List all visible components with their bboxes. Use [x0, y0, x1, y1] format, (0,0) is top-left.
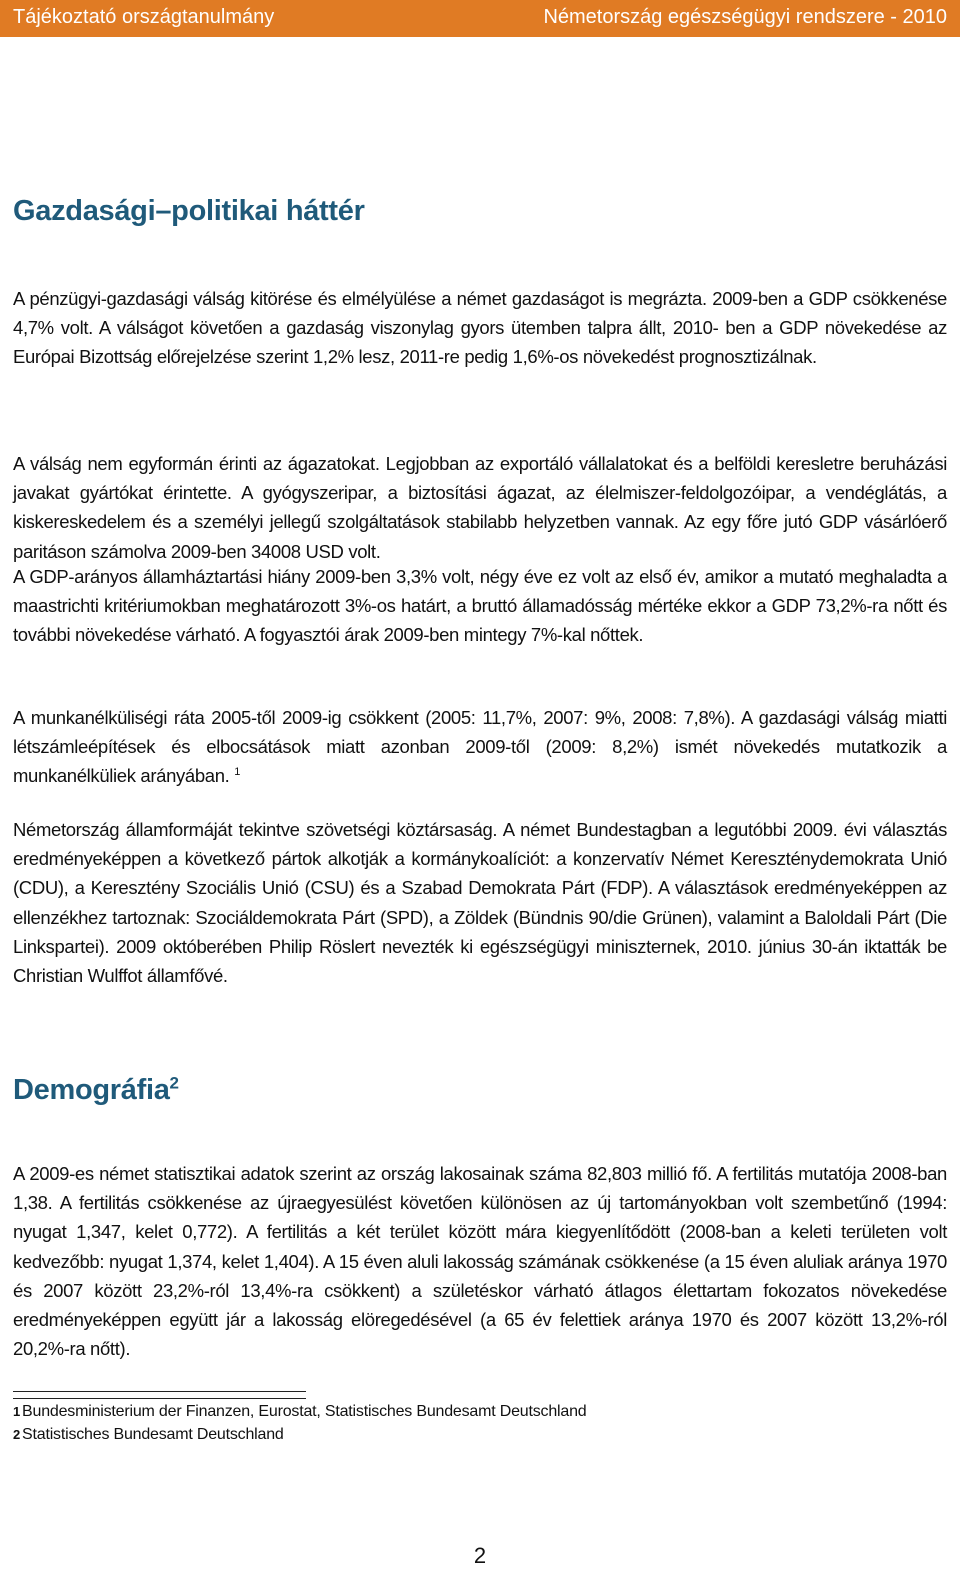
footnote-separator [13, 1391, 306, 1392]
paragraph-unemployment-text: A munkanélküliségi ráta 2005-től 2009-ig csökkent (2005: 11,7%, 2007: 9%, 2008: 7,8%). A gazdasági válság miatti létszámleépítések és elbocsátások miatt azonban 2009-től (2009: 8,2%) ismét növekedés mutatkozik a munkanélküliek arányában. [13, 707, 947, 787]
footnote-separator-lower [13, 1398, 306, 1399]
footnote-2 [13, 1425, 284, 1445]
paragraph-demography: A 2009-es német statisztikai adatok szerint az ország lakosainak száma 82,803 millió fő. A fertilitás mutatója 2008-ban 1,38. A fertilitás csökkenése az újraegyesülést követően különösen az új tartományokban volt szembetűnő (1994: nyugat 1,347, kelet 0,772). A fertilitás a két terület között mára kiegyenlítődött (2008-ban a keleti területen volt kedvezőbb: nyugat 1,374, kelet 1,404). A 15 éven aluli lakosság számának csökkenése (a 15 éven aluliak aránya 1970 és 2007 között 23,2%-ról 13,4%-ra csökkent) a születéskor várható átlagos élettartam fokozatos növekedése eredményeképpen együtt jár a lakosság elöregedésével (a 65 év felettiek aránya 1970 és 2007 között 13,2%-ról 20,2%-ra nőtt). [13, 1163, 947, 1360]
paragraph-political-system: Németország államformáját tekintve szövetségi köztársaság. A német Bundestagban a legutóbbi 2009. évi választás eredményeképpen a következő pártok alkotják a kormánykoalíciót: a konzervatív Német Kereszténydemokrata Unió (CDU), a Keresztény Szociális Unió (CSU) és a Szabad Demokrata Párt (FDP). A választások eredményeképpen az ellenzékhez tartoznak: Szociáldemokrata Párt (SPD), a Zöldek (Bündnis 90/die Grünen), valamint a Baloldali Párt (Die Linkspartei). 2009 októberében Philip Röslert nevezték ki egészségügyi miniszternek, 2010. június 30-án iktatták be Christian Wulffot államfővé. [13, 819, 947, 987]
footnote-1 [13, 1402, 586, 1422]
footnote-1-number: 1 [13, 1404, 21, 1419]
footnote-2-text: Statistisches Bundesamt Deutschland [22, 1426, 284, 1443]
header-doc-title: Tájékoztató országtanulmány [13, 6, 275, 28]
footnote-ref-1[interactable]: 1 [234, 766, 241, 779]
footnote-1-text: Bundesministerium der Finanzen, Eurostat, Statistisches Bundesamt Deutschland [22, 1403, 587, 1420]
section-title-economic-political: Gazdasági–politikai háttér [13, 195, 365, 227]
section-title-demography [13, 1074, 179, 1107]
page-number: 2 [473, 1543, 487, 1568]
page-header [0, 0, 960, 37]
paragraph-economy-gdp: A pénzügyi-gazdasági válság kitörése és elmélyülése a német gazdaságot is megrázta. 2009-ben a GDP csökkenése 4,7% volt. A válságot követően a gazdaság viszonylag gyors ütemben talpra állt, 2010- ben a GDP növekedése az Európai Bizottság előrejelzése szerint 1,2% lesz, 2011-re pedig 1,6%-os növekedést prognosztizálnak. [13, 288, 947, 368]
demography-title-text: Demográfia [13, 1074, 170, 1106]
paragraph-unemployment [13, 703, 947, 791]
footnote-ref-2[interactable]: 2 [169, 1073, 179, 1093]
footnote-2-number: 2 [13, 1427, 21, 1442]
paragraph-budget-deficit: A GDP-arányos államháztartási hiány 2009-ben 3,3% volt, négy éve ez volt az első év, amikor a mutató meghaladta a maastrichti kritériumokban meghatározott 3%-os határt, a bruttó államadósság mértéke ekkor a GDP 73,2%-ra nőtt és további növekedése várható. A fogyasztói árak 2009-ben mintegy 7%-kal nőttek. [13, 566, 947, 646]
header-doc-subtitle: Németország egészségügyi rendszere - 2010 [543, 6, 947, 28]
paragraph-sectors: A válság nem egyformán érinti az ágazatokat. Legjobban az exportáló vállalatokat és a belföldi keresletre beruházási javakat gyártókat érintette. A gyógyszeripar, a biztosítási ágazat, az élelmiszer-feldolgozóipar, a vendéglátás, a kiskereskedelem és a személyi jellegű szolgáltatások stabilabb helyzetben vannak. Az egy főre jutó GDP vásárlóerő paritáson számolva 2009-ben 34008 USD volt. [13, 453, 947, 562]
